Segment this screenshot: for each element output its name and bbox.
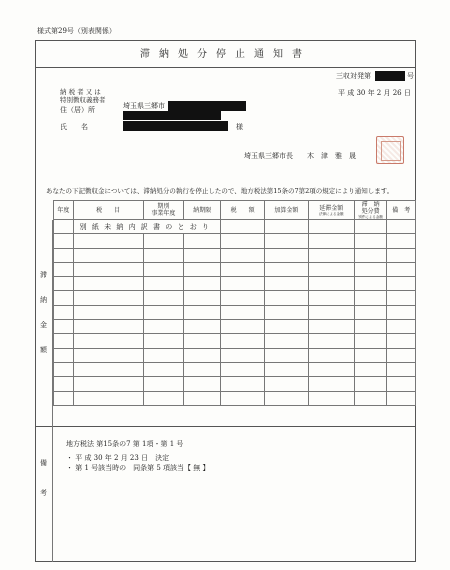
official-seal <box>376 136 404 164</box>
table-row <box>54 220 416 234</box>
table-cell <box>221 220 265 234</box>
side-char-3: 金 <box>40 321 47 329</box>
document-title: 滞納処分停止通知書 <box>140 49 311 60</box>
redacted-doc-number <box>375 71 405 81</box>
table-cell <box>54 391 74 405</box>
table-cell <box>143 234 183 248</box>
table-cell <box>73 305 143 319</box>
table-row <box>54 234 416 248</box>
form-number: 様式第29号（別表関係） <box>37 27 116 35</box>
redacted-name <box>123 121 228 131</box>
title-bar <box>35 40 416 68</box>
table-cell <box>143 248 183 262</box>
table-cell <box>73 277 143 291</box>
table-cell <box>308 220 354 234</box>
table-row <box>54 334 416 348</box>
table-cell <box>73 248 143 262</box>
table-cell <box>387 362 416 376</box>
table-cell <box>184 334 221 348</box>
table-cell <box>221 377 265 391</box>
table-row <box>54 348 416 362</box>
table-cell <box>73 262 143 276</box>
table-cell <box>54 234 74 248</box>
table-cell <box>265 391 309 405</box>
table-cell <box>54 277 74 291</box>
table-row <box>54 248 416 262</box>
doc-number-prefix: 三収対発第 <box>336 72 371 80</box>
issue-date: 平 成 30 年 2 月 26 日 <box>338 89 411 97</box>
table-cell <box>308 362 354 376</box>
honorific: 様 <box>236 123 243 131</box>
table-cell <box>387 220 416 234</box>
table-cell <box>308 377 354 391</box>
address-label: 住（居）所 <box>60 106 95 114</box>
table-cell <box>221 362 265 376</box>
recipient-label-line1: 納 税 者 又 は <box>60 88 101 96</box>
table-cell <box>387 291 416 305</box>
table-cell <box>354 277 387 291</box>
table-cell <box>54 348 74 362</box>
table-cell <box>143 334 183 348</box>
header-remarks: 備 考 <box>387 201 416 220</box>
remarks-side-char-1: 備 <box>40 459 47 467</box>
table-cell <box>265 262 309 276</box>
table-row <box>54 305 416 319</box>
table-cell <box>184 262 221 276</box>
table-cell <box>221 234 265 248</box>
table-cell <box>265 362 309 376</box>
table-cell <box>54 362 74 376</box>
table-cell <box>143 277 183 291</box>
remarks-applicability: ・ 第 1 号該当時の 同条第 5 項該当【 無 】 <box>66 464 210 472</box>
issuer-name: 埼玉県三郷市長 木 津 雅 晟 <box>244 152 356 160</box>
table-cell <box>73 291 143 305</box>
table-cell <box>184 277 221 291</box>
table-cell <box>387 262 416 276</box>
table-cell <box>308 262 354 276</box>
name-label: 氏 名 <box>60 123 88 131</box>
table-cell <box>308 391 354 405</box>
table-cell <box>54 262 74 276</box>
table-cell <box>265 305 309 319</box>
table-cell <box>354 391 387 405</box>
table-cell <box>184 377 221 391</box>
table-cell <box>73 320 143 334</box>
table-cell <box>354 291 387 305</box>
table-cell <box>143 320 183 334</box>
table-cell <box>387 377 416 391</box>
table-cell <box>143 291 183 305</box>
side-char-2: 納 <box>40 296 47 304</box>
table-cell <box>184 362 221 376</box>
table-cell <box>265 277 309 291</box>
table-row <box>54 391 416 405</box>
table-cell <box>354 320 387 334</box>
table-cell <box>354 220 387 234</box>
table-cell <box>354 377 387 391</box>
table-cell <box>308 248 354 262</box>
table-cell <box>308 320 354 334</box>
tax-table <box>53 200 416 406</box>
table-cell <box>354 262 387 276</box>
table-cell <box>221 291 265 305</box>
table-cell <box>387 234 416 248</box>
header-additional-tax: 加算金額 <box>265 201 309 220</box>
table-cell <box>265 334 309 348</box>
table-cell <box>265 377 309 391</box>
table-cell <box>308 334 354 348</box>
header-due-date: 納期限 <box>184 201 221 220</box>
table-cell <box>143 391 183 405</box>
table-cell <box>73 348 143 362</box>
table-cell <box>387 305 416 319</box>
table-cell <box>308 348 354 362</box>
table-cell <box>143 305 183 319</box>
table-cell <box>308 305 354 319</box>
table-cell <box>54 248 74 262</box>
table-cell <box>265 220 309 234</box>
header-late-fee: 延滞金額 法律による金額 <box>308 201 354 220</box>
header-tax-item: 税 目 <box>73 201 143 220</box>
table-cell <box>221 262 265 276</box>
table-cell <box>354 348 387 362</box>
table-cell <box>354 234 387 248</box>
table-cell <box>73 391 143 405</box>
table-cell <box>184 248 221 262</box>
remarks-side-char-2: 考 <box>40 489 47 497</box>
header-disposition-fee: 滞 納 処分費 別件による金額 <box>354 201 387 220</box>
doc-number-suffix: 号 <box>407 72 414 80</box>
header-year: 年度 <box>54 201 74 220</box>
table-cell <box>221 391 265 405</box>
table-cell <box>387 348 416 362</box>
table-row <box>54 277 416 291</box>
table-cell <box>265 291 309 305</box>
remarks-decision-date: ・ 平 成 30 年 2 月 23 日 決定 <box>66 454 170 462</box>
address-value: 埼玉県三郷市 <box>123 102 165 110</box>
table-cell <box>308 234 354 248</box>
redacted-address-2 <box>123 111 221 120</box>
table-cell <box>387 320 416 334</box>
table-cell <box>54 320 74 334</box>
table-cell <box>54 334 74 348</box>
table-cell <box>184 305 221 319</box>
table-cell <box>354 305 387 319</box>
table-cell <box>265 348 309 362</box>
table-cell <box>184 348 221 362</box>
table-cell <box>184 391 221 405</box>
table-cell <box>73 377 143 391</box>
remarks-legal-basis: 地方税法 第15条の7 第 1項・第 1 号 <box>66 440 184 448</box>
table-cell <box>221 277 265 291</box>
side-char-4: 額 <box>40 346 47 354</box>
table-cell <box>265 248 309 262</box>
table-cell <box>265 234 309 248</box>
header-tax-amount: 税 額 <box>221 201 265 220</box>
notice-body-text: あなたの下記徴収金については、滞納処分の執行を停止したので、地方税法第15条の7第2項の規定により通知します。 <box>46 187 394 195</box>
table-cell <box>354 362 387 376</box>
table-row <box>54 320 416 334</box>
table-cell <box>387 391 416 405</box>
table-cell <box>308 277 354 291</box>
table-row <box>54 291 416 305</box>
table-cell <box>354 248 387 262</box>
table-cell <box>387 248 416 262</box>
table-cell <box>221 334 265 348</box>
table-cell <box>54 291 74 305</box>
side-char-1: 滞 <box>40 271 47 279</box>
table-cell <box>308 291 354 305</box>
table-row <box>54 262 416 276</box>
table-cell <box>73 234 143 248</box>
table-cell <box>54 220 74 234</box>
table-cell <box>184 291 221 305</box>
redacted-address-1 <box>168 101 246 111</box>
table-row <box>54 362 416 376</box>
table-cell <box>143 377 183 391</box>
table-cell <box>54 305 74 319</box>
table-cell <box>143 348 183 362</box>
table-cell <box>73 362 143 376</box>
header-period: 期別 事業年度 <box>143 201 183 220</box>
table-cell <box>221 320 265 334</box>
table-cell <box>184 320 221 334</box>
first-row-reference-text: 別 紙 未 納 内 訳 書 の と お り <box>73 220 221 234</box>
table-row <box>54 377 416 391</box>
table-cell <box>221 348 265 362</box>
table-cell <box>265 320 309 334</box>
table-cell <box>221 248 265 262</box>
table-cell <box>184 234 221 248</box>
table-cell <box>54 377 74 391</box>
table-cell <box>221 305 265 319</box>
table-cell <box>387 277 416 291</box>
table-cell <box>143 362 183 376</box>
table-cell <box>73 334 143 348</box>
recipient-label-line2: 特別徴収義務者 <box>60 96 106 104</box>
table-cell <box>143 262 183 276</box>
table-cell <box>354 334 387 348</box>
table-header-row <box>54 201 416 220</box>
table-cell <box>387 334 416 348</box>
